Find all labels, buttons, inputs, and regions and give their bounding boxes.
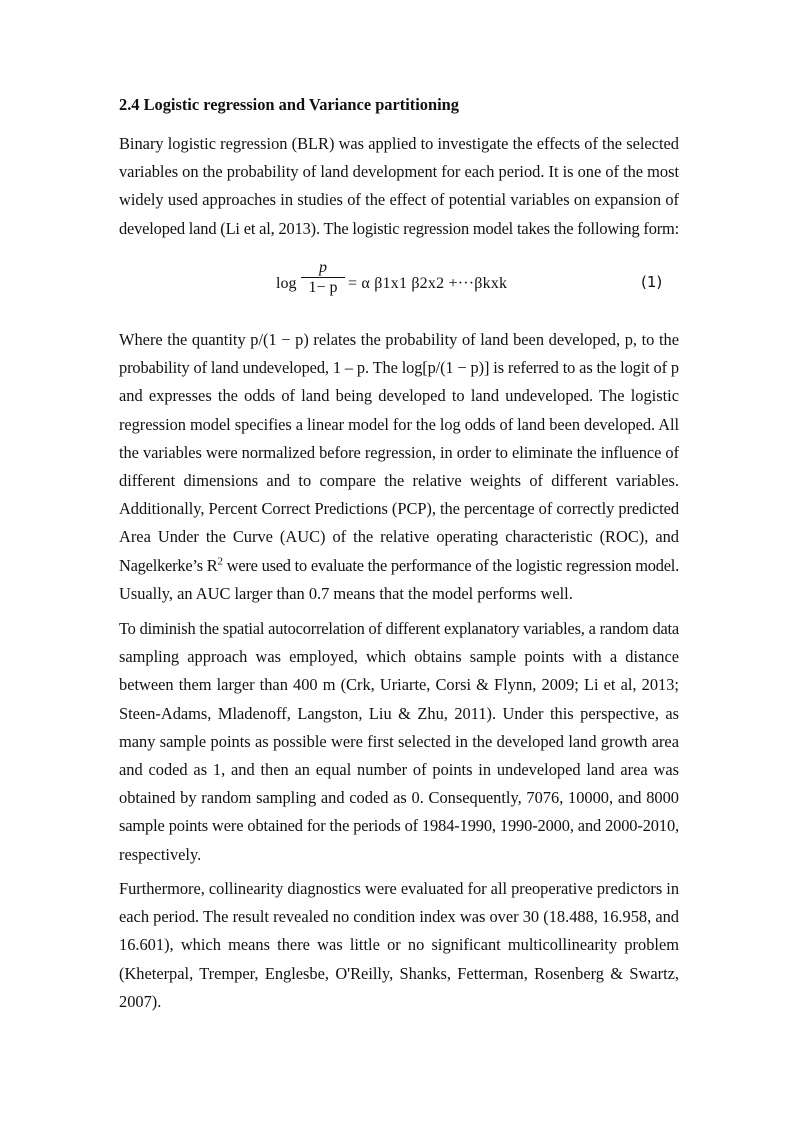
text-line: and expresses the odds of land being developed to land undeveloped. The logistic bbox=[119, 386, 679, 406]
text-line: variables on the probability of land development for each period. It is one of the most bbox=[119, 162, 679, 182]
r2-text-before: Nagelkerke’s R bbox=[119, 555, 218, 575]
text-line: Binary logistic regression (BLR) was applied to investigate the effects of the selected bbox=[119, 134, 679, 153]
text-line: Steen-Adams, Mladenoff, Langston, Liu & Zhu, 2011). Under this perspective, as bbox=[119, 703, 679, 723]
text-line: Where the quantity p/(1 − p) relates the probability of land been developed, p, to the bbox=[119, 330, 679, 349]
text-line: sample points were obtained for the periods of 1984-1990, 1990-2000, and 2000-2010, bbox=[119, 816, 679, 836]
text-line: many sample points as possible were first selected in the developed land growth area bbox=[119, 731, 679, 751]
text-line: Additionally, Percent Correct Predictions (PCP), the percentage of correctly predicted bbox=[119, 499, 680, 519]
text-line: (Kheterpal, Tremper, Englesbe, O'Reilly, Shanks, Fetterman, Rosenberg & Swartz, bbox=[119, 963, 679, 983]
paragraph-logit-explanation bbox=[119, 326, 679, 608]
text-line: 16.601), which means there was little or no significant multicollinearity problem bbox=[119, 935, 679, 955]
r2-superscript: 2 bbox=[217, 555, 223, 568]
text-line: sampling approach was employed, which obtains sample points with a distance bbox=[119, 647, 679, 667]
text-line: Usually, an AUC larger than 0.7 means that the model performs well. bbox=[119, 583, 573, 603]
equation-denominator: 1− p bbox=[308, 279, 338, 296]
section-heading: 2.4 Logistic regression and Variance partitioning bbox=[119, 95, 459, 114]
text-line: the variables were normalized before regression, in order to eliminate the influence of bbox=[119, 442, 679, 462]
text-line: between them larger than 400 m (Crk, Uriarte, Corsi & Flynn, 2009; Li et al, 2013; bbox=[119, 675, 679, 695]
text-line: Furthermore, collinearity diagnostics were evaluated for all preoperative predictors in bbox=[119, 879, 679, 898]
paragraph-blr-intro bbox=[119, 130, 679, 243]
equation-number: (1) bbox=[641, 273, 663, 291]
fraction-bar bbox=[301, 277, 345, 278]
equation-fraction bbox=[301, 260, 345, 297]
text-line: probability of land undeveloped, 1 – p. The log[p/(1 − p)] is referred to as the logit of p bbox=[119, 358, 679, 378]
equation-numerator: p bbox=[319, 259, 327, 276]
equation-rhs: = α β1x1 β2x2 +···βkxk bbox=[348, 275, 508, 292]
text-line: each period. The result revealed no condition index was over 30 (18.488, 16.958, and bbox=[119, 907, 679, 927]
logit-equation bbox=[119, 258, 679, 308]
text-line: developed land (Li et al, 2013). The logistic regression model takes the following form: bbox=[119, 218, 679, 238]
text-line: and coded as 1, and then an equal number of points in undeveloped land area was bbox=[119, 760, 679, 780]
text-line: widely used approaches in studies of the effect of potential variables on expansion of bbox=[119, 190, 679, 210]
text-line-r2 bbox=[119, 552, 679, 580]
text-line: To diminish the spatial autocorrelation of different explanatory variables, a random data bbox=[119, 619, 679, 638]
text-line: respectively. bbox=[119, 844, 202, 864]
text-line: regression model specifies a linear model for the log odds of land been developed. All bbox=[119, 414, 679, 434]
text-line: 2007). bbox=[119, 991, 162, 1011]
paragraph-collinearity bbox=[119, 875, 679, 1016]
text-line: different dimensions and to compare the relative weights of different variables. bbox=[119, 471, 679, 491]
paragraph-sampling bbox=[119, 615, 679, 869]
text-line: obtained by random sampling and coded as 0. Consequently, 7076, 10000, and 8000 bbox=[119, 788, 679, 808]
r2-text-after: were used to evaluate the performance of the logistic regression model. bbox=[222, 555, 680, 575]
text-line: Area Under the Curve (AUC) of the relative operating characteristic (ROC), and bbox=[119, 527, 679, 547]
equation-log: log bbox=[276, 275, 297, 292]
